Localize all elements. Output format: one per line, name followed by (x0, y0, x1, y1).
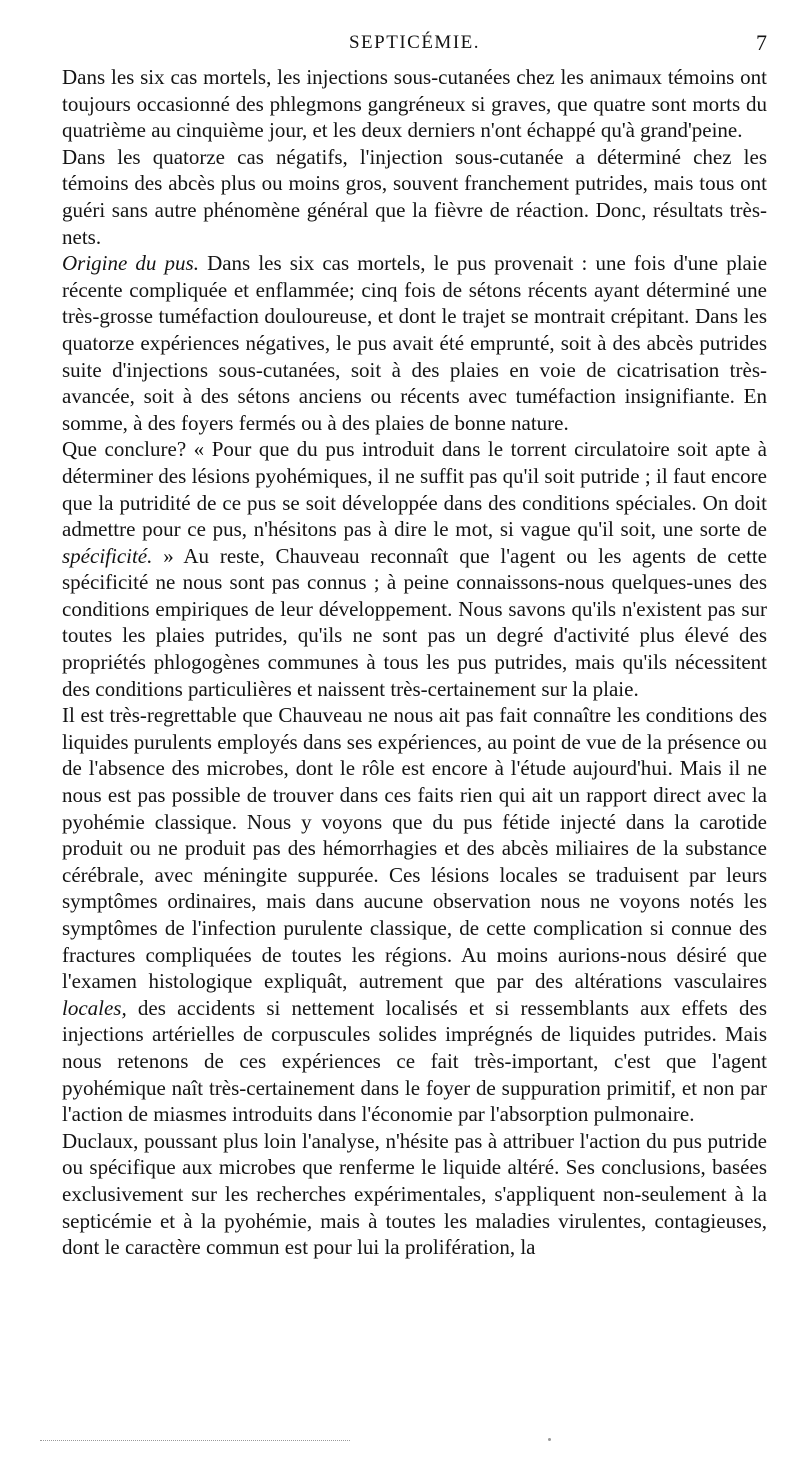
paragraph-6 (62, 1128, 767, 1261)
paragraph-5 (62, 702, 767, 1128)
page-number: 7 (756, 30, 767, 55)
paragraph-4-emphasis: spécificité. (62, 543, 153, 568)
paragraph-4 (62, 436, 767, 702)
paragraph-5-text-a: Il est très-regrettable que Chauveau ne nous ait pas fait connaître les conditions des liquides purulents employés dans ses expériences, au point de vue de la présence ou de l'absence des microbes, dont le rôle est encore à l'étude aujourd'hui. Mais il ne nous est pas possible de trouver dans ces faits rien qui ait un rapport direct avec la pyohémie classique. Nous y voyons que du pus fétide injecté dans la carotide produit ou ne produit pas des hémorrhagies et des abcès miliaires de la substance cérébrale, avec méningite suppurée. Ces lésions locales se traduisent par leurs symptômes ordinaires, mais dans aucune observation nous ne voyons notés les symptômes de l'infection purulente classique, de cette complication si connue des fractures compliquées de toutes les régions. Au moins aurions-nous désiré que l'examen histologique expliquât, autrement que par des altérations vasculaires (62, 703, 767, 994)
paragraph-4-text-a: Que conclure? « Pour que du pus introduit dans le torrent circulatoire soit apte à déterminer des lésions pyohémiques, il ne suffit pas qu'il soit putride ; il faut encore que la putridité de ce pus se soit développée dans des conditions spéciales. On doit admettre pour ce pus, n'hésitons pas à dire le mot, si vague qu'il soit, une sorte de (62, 437, 767, 542)
paragraph-3-heading: Origine du pus. (62, 251, 199, 276)
paragraph-2-text: Dans les quatorze cas négatifs, l'injection sous-cutanée a déterminé chez les témoins des abcès plus ou moins gros, souvent franchement putrides, mais tous ont guéri sans autre phénomène général que la fièvre de réaction. Donc, résultats très-nets. (62, 144, 767, 249)
paragraph-5-text-b: des accidents si nettement localisés et si ressemblants aux effets des injections artérielles de corpuscules solides imprégnés de liquides putrides. Mais nous retenons de ces expériences ce fait très-important, c'est que l'agent pyohémique naît très-certainement dans le foyer de suppuration primitif, et non par l'action de miasmes introduits dans l'économie par l'absorption pulmonaire. (62, 995, 767, 1127)
paragraph-3 (62, 250, 767, 436)
paragraph-2 (62, 144, 767, 250)
running-head (62, 30, 767, 60)
paragraph-1 (62, 64, 767, 144)
paragraph-4-text-b: » Au reste, Chauveau reconnaît que l'agent ou les agents de cette spécificité ne nous sont pas connus ; à peine connaissons-nous quelques-unes des conditions empiriques de leur développement. Nous savons qu'ils n'existent pas sur toutes les plaies putrides, qu'ils ne sont pas un degré d'activité plus élevé des propriétés phlogogènes communes à tous les pus putrides, mais qu'ils nécessitent des conditions particulières et naissent très-certainement sur la plaie. (62, 543, 768, 701)
footer-mark (548, 1438, 551, 1441)
footer-rule (40, 1440, 350, 1441)
paragraph-1-text: Dans les six cas mortels, les injections sous-cutanées chez les animaux témoins ont toujours occasionné des phlegmons gangréneux si graves, que quatre sont morts du quatrième au cinquième jour, et les deux derniers n'ont échappé qu'à grand'peine. (62, 65, 767, 143)
running-title: SEPTICÉMIE. (348, 32, 481, 53)
body-text (62, 64, 767, 1261)
paragraph-5-emphasis: locales, (62, 995, 127, 1020)
paragraph-6-text: Duclaux, poussant plus loin l'analyse, n'hésite pas à attribuer l'action du pus putride ou spécifique aux microbes que renferme le liquide altéré. Ses conclusions, basées exclusivement sur les recherches expérimentales, s'appliquent non-seulement à la septicémie et à la pyohémie, mais à toutes les maladies virulentes, contagieuses, dont le caractère commun est pour lui la prolifération, la (62, 1128, 767, 1260)
paragraph-3-text: Dans les six cas mortels, le pus provenait : une fois d'une plaie récente compliquée et enflammée; cinq fois de sétons récents ayant déterminé une très-grosse tuméfaction douloureuse, et dont le trajet se montrait crépitant. Dans les quatorze expériences négatives, le pus avait été emprunté, soit à des abcès putrides suite d'injections sous-cutanées, soit à des plaies en voie de cicatrisation très-avancée, soit à des sétons anciens ou récents avec tuméfaction insignifiante. En somme, à des foyers fermés ou à des plaies de bonne nature. (62, 251, 768, 435)
